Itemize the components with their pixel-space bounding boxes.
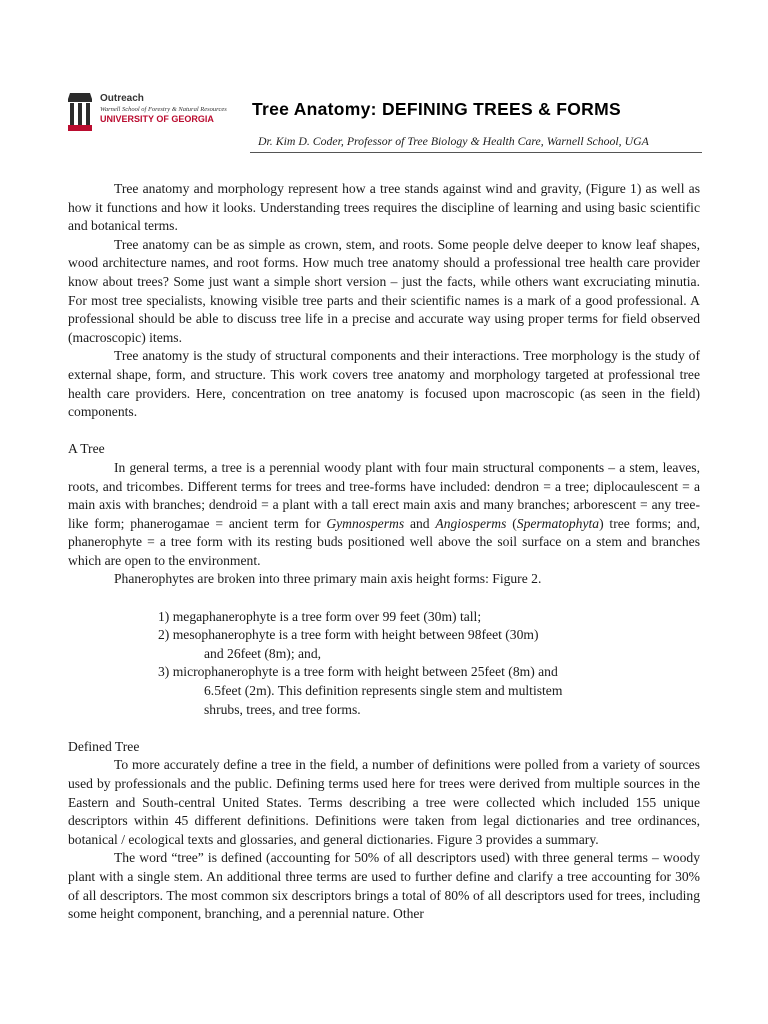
- height-forms-list: [68, 608, 700, 720]
- a-tree-paragraph-1: [68, 459, 700, 571]
- defined-tree-paragraph-2: The word “tree” is defined (accounting for 50% of all descriptors used) with three general terms – woody plant with a single stem. An additional three terms are used to further define and clarify a tree accounting for 30% of all descriptors. The most common six descriptors brings a total of 80% of all descriptors used for trees, including some height component, branching, and a perennial nature. Other: [68, 850, 700, 922]
- logo-school-text: Warnell School of Forestry & Natural Resources: [100, 106, 227, 113]
- logo-outreach-text: Outreach: [100, 93, 144, 104]
- text-span: and: [404, 515, 436, 531]
- section-heading-defined-tree: Defined Tree: [68, 738, 140, 754]
- intro-paragraph-3: Tree anatomy is the study of structural components and their interactions. Tree morphology is the study of external shape, form, and structure. This work covers tree anatomy and morphology targeted at professional tree health care providers. Here, concentration on tree anatomy is focused upon macroscopic (as seen in the field) components.: [68, 348, 700, 420]
- arch-logo-icon: [68, 93, 92, 131]
- italic-term: Gymnosperms: [326, 515, 405, 531]
- list-item-continuation: 6.5feet (2m). This definition represents single stem and multistem: [204, 683, 563, 699]
- list-item-continuation: and 26feet (8m); and,: [204, 645, 322, 661]
- list-item: 2) mesophanerophyte is a tree form with height between 98feet (30m): [158, 627, 539, 643]
- spacer: [68, 719, 700, 738]
- text-span: In general terms, a tree is a perennial woody plant with four main structural components – a stem, leaves, roots, and tricombes. Different terms for trees and tree-forms have included: dendron = a tree; diplocaulescent = a main axis with branches; dendroid = a plant with a tall erect main axis and many branches; arborescent = any tree-like form; phanerogamae = ancient term for: [68, 459, 700, 531]
- document-title: Tree Anatomy: DEFINING TREES & FORMS: [252, 99, 621, 119]
- header-divider: [250, 152, 702, 153]
- intro-paragraph-2: Tree anatomy can be as simple as crown, stem, and roots. Some people delve deeper to know leaf shapes, wood architecture names, and root forms. How much tree anatomy should a professional tree health care provider know about trees? Some just want a simple short version – just the facts, while others want excruciating minutia. For most tree specialists, knowing visible tree parts and their scientific names is a mark of a good professional. A professional should be able to discuss tree life in a precise and accurate way using proper terms for field observed (macroscopic) items.: [68, 236, 700, 345]
- spacer: [68, 422, 700, 441]
- intro-paragraph-1: Tree anatomy and morphology represent how a tree stands against wind and gravity, (Figure 1) as well as how it functions and how it looks. Understanding trees requires the discipline of learning and using basic scientific and botanical terms.: [68, 181, 700, 234]
- italic-term: Spermatophyta: [516, 515, 600, 531]
- list-item-continuation: shrubs, trees, and tree forms.: [204, 701, 361, 717]
- spacer: [68, 589, 700, 608]
- section-heading-a-tree: A Tree: [68, 441, 105, 457]
- text-span: ) tree forms; and, phanerophyte = a tree form with its resting buds positioned well above the soil surface on a stem and branches which are open to the environment.: [68, 515, 700, 568]
- defined-tree-paragraph-1: To more accurately define a tree in the field, a number of definitions were polled from a variety of sources used by professionals and the public. Defining terms used here for trees were derived from multiple sources in the Eastern and South-central United States. Terms describing a tree were collected which included 155 unique descriptors within 45 different definitions. Definitions were taken from legal dictionaries and tree ordinances, botanical / ecological texts and glossaries, and general dictionaries. Figure 3 provides a summary.: [68, 757, 700, 847]
- document-body: [68, 180, 700, 924]
- text-span: (: [506, 515, 517, 531]
- logo-university-text: UNIVERSITY OF GEORGIA: [100, 114, 214, 124]
- italic-term: Angiosperms: [435, 515, 507, 531]
- a-tree-paragraph-2: Phanerophytes are broken into three primary main axis height forms: Figure 2.: [114, 571, 542, 587]
- uga-outreach-logo: [68, 93, 238, 133]
- list-item: 1) megaphanerophyte is a tree form over 99 feet (30m) tall;: [158, 608, 482, 624]
- author-byline: Dr. Kim D. Coder, Professor of Tree Biology & Health Care, Warnell School, UGA: [258, 134, 649, 148]
- list-item: 3) microphanerophyte is a tree form with height between 25feet (8m) and: [158, 664, 558, 680]
